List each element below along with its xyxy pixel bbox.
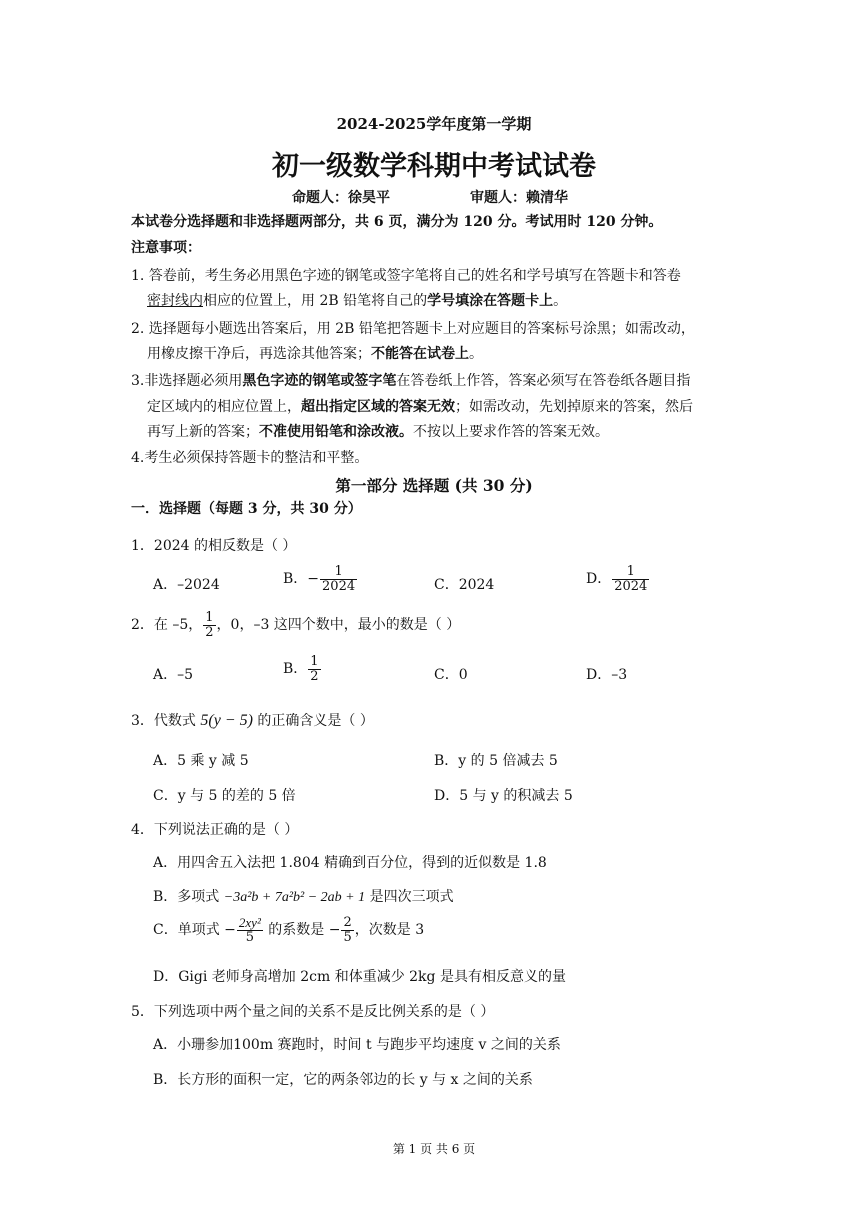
q4-c-denominator-1: 5: [245, 929, 255, 945]
q1-b-denominator: 2024: [322, 578, 356, 594]
question-2-stem: [131, 611, 460, 639]
note-2-line-1: 2. 选择题每小题选出答案后，用 2B 铅笔把答题卡上对应题目的答案标号涂黑；如需改动，: [131, 321, 695, 337]
note-3-text-f: 不按以上要求作答的答案无效。: [413, 424, 609, 440]
reviewer-line: [470, 187, 568, 207]
note-3-text-b: 在答卷纸上作答，答案必须写在答卷纸各题目指: [396, 373, 691, 389]
q2-numerator: 1: [205, 610, 214, 625]
sealed-line-text: 密封线内: [147, 293, 203, 309]
q1-option-d: [586, 565, 650, 593]
q2-option-a: A．–5: [153, 667, 194, 683]
q2-option-c: C．0: [434, 667, 468, 683]
q4-option-d: D．Gigi 老师身高增加 2cm 和体重减少 2kg 是具有相反意义的量: [153, 969, 566, 985]
q3-option-b: B．y 的 5 倍减去 5: [434, 753, 558, 769]
q1-b-numerator: 1: [320, 565, 357, 580]
q2-b-numerator: 1: [310, 654, 319, 669]
page-footer: 第 1 页 共 6 页: [392, 1142, 476, 1156]
exam-intro: 本试卷分选择题和非选择题两部分，共 6 页，满分为 120 分。考试用时 120 分钟。: [131, 214, 663, 230]
author-name: 徐昊平: [348, 190, 390, 206]
q1-d-denominator: 2024: [614, 578, 648, 594]
author-line: [292, 187, 390, 207]
question-3-stem: [131, 710, 374, 730]
q4-b-text-b: 是四次三项式: [365, 889, 454, 905]
exam-title: 初一级数学科期中考试试卷: [272, 151, 596, 182]
q1-option-b: [283, 565, 358, 593]
note-3-text-e: 再写上新的答案；: [147, 424, 259, 440]
q2-stem-a: 2．在 –5，: [131, 617, 203, 634]
q2-option-b: [283, 655, 322, 683]
note-2-text: 用橡皮擦干净后，再选涂其他答案；: [147, 346, 371, 362]
q2-denominator: 2: [205, 624, 214, 640]
q4-c-text-b: 的系数是 −: [263, 922, 341, 939]
q3-option-a: A．5 乘 y 减 5: [153, 753, 249, 769]
q2-b-fraction: [308, 655, 320, 683]
q4-c-numerator-2: 2: [343, 915, 352, 930]
q4-c-text-c: ，次数是 3: [354, 922, 425, 939]
q1-b-sign: −: [307, 571, 320, 588]
q4-option-c: [153, 916, 424, 944]
q3-expression: 5(y − 5): [200, 712, 253, 729]
q3-stem-b: 的正确含义是（ ）: [252, 713, 374, 729]
author-label: 命题人：: [292, 190, 348, 206]
q3-option-d: D．5 与 y 的积减去 5: [434, 788, 573, 804]
reviewer-label: 审题人：: [470, 190, 526, 206]
q4-b-expression: −3a²b + 7a²b² − 2ab + 1: [223, 890, 366, 905]
note-3-text-d: ；如需改动，先划掉原来的答案，然后: [455, 399, 693, 415]
note-2-emphasis: 不能答在试卷上: [371, 346, 469, 362]
q1-d-numerator: 1: [612, 565, 649, 580]
note-3-emphasis-c: 不准使用铅笔和涂改液。: [259, 424, 413, 440]
note-2-line-2: [147, 343, 483, 363]
q3-option-c: C．y 与 5 的差的 5 倍: [153, 788, 296, 804]
notes-heading: 注意事项：: [131, 240, 201, 256]
note-1-emphasis: 学号填涂在答题卡上: [427, 293, 554, 309]
q4-c-text-a: C．单项式 −: [153, 922, 236, 939]
q2-b-denominator: 2: [310, 668, 319, 684]
part-1-title: 第一部分 选择题 (共 30 分): [335, 476, 533, 495]
q1-b-fraction: [320, 565, 357, 593]
q4-b-text-a: B．多项式: [153, 889, 224, 905]
note-3-text-c: 定区域内的相应位置上，: [147, 399, 301, 415]
question-5-stem: 5．下列选项中两个量之间的关系不是反比例关系的是（ ）: [131, 1004, 495, 1020]
question-1-stem: 1．2024 的相反数是（ ）: [131, 538, 297, 554]
q1-option-a: A．–2024: [153, 577, 220, 593]
q1-d-label: D．: [586, 571, 612, 588]
q4-c-fraction-2: [341, 916, 353, 944]
q2-b-label: B．: [283, 661, 308, 678]
note-1-line-2: [147, 290, 567, 310]
note-4: 4.考生必须保持答题卡的整洁和平整。: [131, 450, 369, 466]
q3-stem-a: 3．代数式: [131, 713, 201, 729]
q5-option-b: B．长方形的面积一定，它的两条邻边的长 y 与 x 之间的关系: [153, 1072, 533, 1088]
note-1-line-1: 1. 答卷前，考生务必用黑色字迹的钢笔或签字笔将自己的姓名和学号填写在答题卡和答卷: [131, 268, 681, 284]
note-2-end: 。: [469, 346, 483, 362]
q4-option-b: [153, 886, 454, 906]
note-3-line-1: [131, 370, 690, 390]
q2-fraction: [203, 611, 215, 639]
q4-c-numerator-1: 2xy²: [238, 915, 261, 930]
note-3-line-2: [147, 396, 693, 416]
q1-d-fraction: [612, 565, 649, 593]
note-3-emphasis-b: 超出指定区域的答案无效: [301, 399, 455, 415]
note-1-end: 。: [553, 293, 568, 309]
q5-option-a: A．小珊参加100m 赛跑时，时间 t 与跑步平均速度 v 之间的关系: [153, 1037, 561, 1053]
q2-stem-b: ，0，–3 这四个数中，最小的数是（ ）: [216, 617, 461, 634]
note-3-text-a: 3.非选择题必须用: [131, 373, 243, 389]
term-heading: 2024-2025学年度第一学期: [336, 115, 532, 133]
section-1-heading: 一．选择题（每题 3 分，共 30 分）: [131, 501, 362, 517]
q2-option-d: D．–3: [586, 667, 628, 683]
q1-option-c: C．2024: [434, 577, 495, 593]
q4-option-a: A．用四舍五入法把 1.804 精确到百分位，得到的近似数是 1.8: [153, 855, 547, 871]
q4-c-fraction-1: [237, 916, 263, 944]
note-3-line-3: [147, 421, 609, 441]
question-4-stem: 4．下列说法正确的是（ ）: [131, 822, 299, 838]
q4-c-denominator-2: 5: [343, 929, 352, 945]
reviewer-name: 赖清华: [526, 190, 568, 206]
q1-b-label: B．: [283, 571, 308, 588]
note-3-emphasis-a: 黑色字迹的钢笔或签字笔: [242, 373, 397, 389]
note-1-text: 相应的位置上，用 2B 铅笔将自己的: [203, 293, 428, 309]
